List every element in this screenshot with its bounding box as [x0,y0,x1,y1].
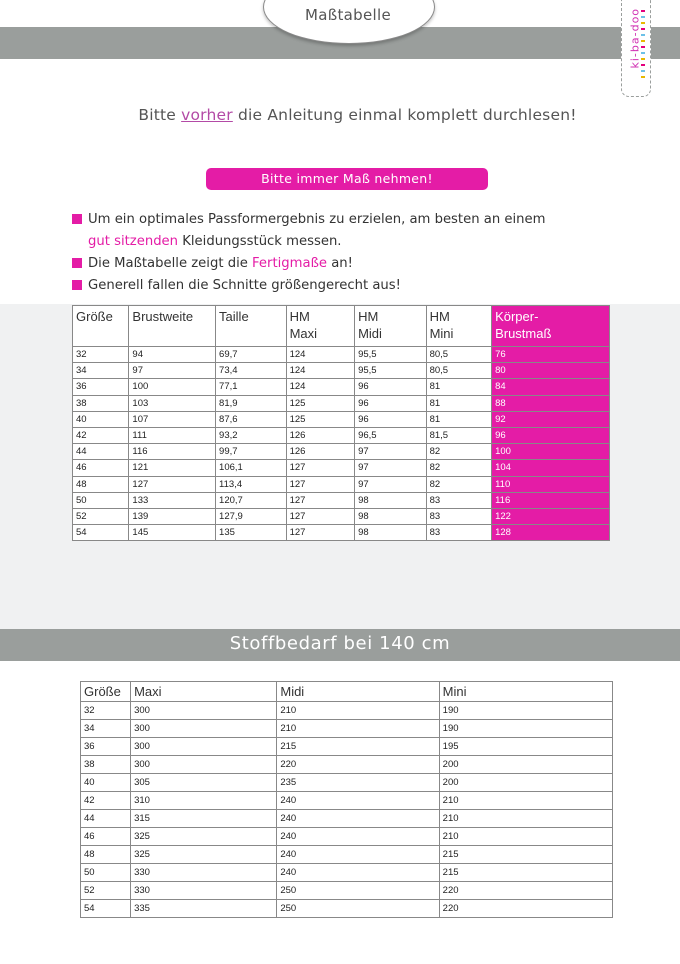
table-cell: 325 [131,846,277,864]
table-cell: 215 [277,738,439,756]
table-cell: 127,9 [216,509,287,525]
table-row [81,756,613,774]
table-cell: 96 [355,395,427,411]
header-maxi: Maxi [131,682,277,702]
table-cell: 52 [81,882,131,900]
table-cell: 113,4 [216,476,287,492]
header-midi: Midi [277,682,439,702]
table-cell: 87,6 [216,411,287,427]
table-cell: 300 [131,702,277,720]
table-cell: 220 [439,882,612,900]
page-title: Maßtabelle [305,6,391,24]
bullet-continuation [88,231,660,253]
table-row [81,810,613,828]
table-cell: 125 [286,411,355,427]
table-cell: 50 [81,864,131,882]
table-cell: 93,2 [216,428,287,444]
table-cell: 94 [129,347,216,363]
table-cell: 96 [492,428,610,444]
bullet-square-icon [72,280,82,290]
table-cell: 52 [73,509,129,525]
header-hm-maxi [286,306,355,347]
table-cell: 300 [131,720,277,738]
table-cell: 88 [492,395,610,411]
table-cell: 310 [131,792,277,810]
table-cell: 97 [355,444,427,460]
table-cell: 42 [81,792,131,810]
table-cell: 40 [81,774,131,792]
logo [629,41,642,69]
measure-reminder-pill: Bitte immer Maß nehmen! [206,168,488,190]
table-cell: 124 [286,379,355,395]
notice-text [0,106,680,124]
table-row [73,411,610,427]
table-cell: 48 [81,846,131,864]
table-row [81,828,613,846]
table-cell: 135 [216,525,287,541]
bullet-text: Die Maßtabelle zeigt die [88,256,253,271]
table-cell: 124 [286,363,355,379]
table-cell: 36 [73,379,129,395]
bullet-square-icon [72,258,82,268]
table-cell: 127 [286,525,355,541]
table-cell: 127 [286,492,355,508]
table-cell: 240 [277,810,439,828]
table-cell: 220 [439,900,612,918]
table-row [81,882,613,900]
size-table-header-row [73,306,610,347]
table-cell: 103 [129,395,216,411]
table-cell: 124 [286,347,355,363]
table-row [73,395,610,411]
table-cell: 77,1 [216,379,287,395]
table-cell: 330 [131,864,277,882]
table-cell: 42 [73,428,129,444]
table-cell: 210 [439,828,612,846]
table-cell: 44 [81,810,131,828]
table-cell: 81 [426,411,491,427]
table-row [73,460,610,476]
table-row [73,525,610,541]
table-row [81,774,613,792]
table-cell: 83 [426,509,491,525]
table-cell: 100 [129,379,216,395]
table-cell: 81,9 [216,395,287,411]
fabric-table [80,681,613,918]
table-row [81,738,613,756]
table-cell: 81 [426,395,491,411]
table-row [73,428,610,444]
table-cell: 215 [439,864,612,882]
table-cell: 220 [277,756,439,774]
table-row [73,347,610,363]
notice-underlined: vorher [181,106,233,124]
table-cell: 48 [73,476,129,492]
table-cell: 240 [277,828,439,846]
table-cell: 81,5 [426,428,491,444]
table-cell: 84 [492,379,610,395]
header-line: HM [358,309,379,324]
table-cell: 83 [426,525,491,541]
table-cell: 145 [129,525,216,541]
table-cell: 98 [355,525,427,541]
table-cell: 250 [277,900,439,918]
table-cell: 50 [73,492,129,508]
table-cell: 335 [131,900,277,918]
table-cell: 127 [286,460,355,476]
table-row [81,702,613,720]
table-cell: 82 [426,444,491,460]
table-row [81,900,613,918]
table-cell: 38 [81,756,131,774]
table-cell: 38 [73,395,129,411]
header-line: Mini [429,326,454,341]
fabric-table-header-row [81,682,613,702]
header-size: Größe [81,682,131,702]
bullet-text: Um ein optimales Passformergebnis zu erzielen, am besten an einem [88,212,546,227]
table-cell: 122 [492,509,610,525]
table-cell: 116 [492,492,610,508]
bullet-text: Kleidungsstück messen. [178,234,342,249]
table-cell: 315 [131,810,277,828]
table-cell: 34 [81,720,131,738]
table-cell: 95,5 [355,347,427,363]
table-cell: 95,5 [355,363,427,379]
table-cell: 80,5 [426,347,491,363]
bullet-text: Generell fallen die Schnitte größengerecht aus! [88,278,401,293]
table-cell: 83 [426,492,491,508]
table-cell: 100 [492,444,610,460]
table-cell: 99,7 [216,444,287,460]
table-cell: 215 [439,846,612,864]
table-cell: 98 [355,509,427,525]
size-table [72,305,610,541]
table-cell: 330 [131,882,277,900]
header-chest: Brustweite [129,306,216,347]
header-body-chest [492,306,610,347]
table-row [73,379,610,395]
bullet-highlight: Fertigmaße [252,256,327,271]
table-row [81,720,613,738]
table-cell: 40 [73,411,129,427]
table-cell: 34 [73,363,129,379]
table-cell: 235 [277,774,439,792]
table-cell: 240 [277,864,439,882]
bullet-text: an! [327,256,353,271]
table-cell: 128 [492,525,610,541]
table-cell: 106,1 [216,460,287,476]
bullet-square-icon [72,214,82,224]
header-line: Midi [358,326,382,341]
header-line: Brustmaß [495,326,552,341]
table-cell: 120,7 [216,492,287,508]
table-cell: 97 [355,476,427,492]
table-cell: 127 [286,476,355,492]
header-line: Körper- [495,309,539,324]
table-cell: 240 [277,792,439,810]
bullet-highlight: gut sitzenden [88,234,179,249]
notice-after: die Anleitung einmal komplett durchlesen! [232,106,577,124]
header-hm-mini [426,306,491,347]
table-cell: 305 [131,774,277,792]
header-line: HM [289,309,310,324]
table-cell: 32 [73,347,129,363]
table-cell: 104 [492,460,610,476]
table-cell: 300 [131,756,277,774]
table-cell: 127 [286,509,355,525]
table-cell: 210 [439,792,612,810]
table-cell: 210 [277,702,439,720]
table-cell: 133 [129,492,216,508]
bullet-item [70,253,660,275]
table-cell: 210 [439,810,612,828]
table-cell: 80,5 [426,363,491,379]
table-row [81,846,613,864]
table-cell: 126 [286,428,355,444]
table-cell: 82 [426,460,491,476]
table-cell: 116 [129,444,216,460]
table-cell: 92 [492,411,610,427]
table-cell: 69,7 [216,347,287,363]
table-cell: 96 [355,379,427,395]
table-cell: 210 [277,720,439,738]
header-mini: Mini [439,682,612,702]
table-row [73,492,610,508]
table-cell: 97 [129,363,216,379]
table-cell: 44 [73,444,129,460]
header-line: HM [429,309,450,324]
table-row [81,792,613,810]
table-row [81,864,613,882]
table-cell: 200 [439,756,612,774]
table-cell: 126 [286,444,355,460]
table-cell: 81 [426,379,491,395]
table-cell: 300 [131,738,277,756]
table-cell: 54 [73,525,129,541]
table-cell: 46 [73,460,129,476]
table-cell: 250 [277,882,439,900]
table-cell: 190 [439,720,612,738]
table-row [73,476,610,492]
table-row [73,363,610,379]
table-cell: 46 [81,828,131,846]
table-cell: 96 [355,411,427,427]
table-cell: 96,5 [355,428,427,444]
table-cell: 190 [439,702,612,720]
table-cell: 139 [129,509,216,525]
table-cell: 32 [81,702,131,720]
table-row [73,509,610,525]
table-cell: 121 [129,460,216,476]
table-row [73,444,610,460]
fabric-title: Stoffbedarf bei 140 cm [229,633,451,654]
table-cell: 80 [492,363,610,379]
bullet-item [70,275,660,297]
header-size: Größe [73,306,129,347]
header-line: Maxi [289,326,318,341]
table-cell: 127 [129,476,216,492]
table-cell: 97 [355,460,427,476]
header-hm-midi [355,306,427,347]
table-cell: 325 [131,828,277,846]
table-cell: 111 [129,428,216,444]
table-cell: 82 [426,476,491,492]
bullet-item [70,209,660,253]
table-cell: 76 [492,347,610,363]
table-cell: 110 [492,476,610,492]
table-cell: 240 [277,846,439,864]
table-cell: 98 [355,492,427,508]
table-cell: 36 [81,738,131,756]
table-cell: 73,4 [216,363,287,379]
logo-dots-decoration [641,10,645,80]
bullet-list [70,209,660,297]
table-cell: 200 [439,774,612,792]
table-cell: 125 [286,395,355,411]
table-cell: 195 [439,738,612,756]
header-waist: Taille [216,306,287,347]
table-cell: 54 [81,900,131,918]
table-cell: 107 [129,411,216,427]
notice-before: Bitte [138,106,182,124]
